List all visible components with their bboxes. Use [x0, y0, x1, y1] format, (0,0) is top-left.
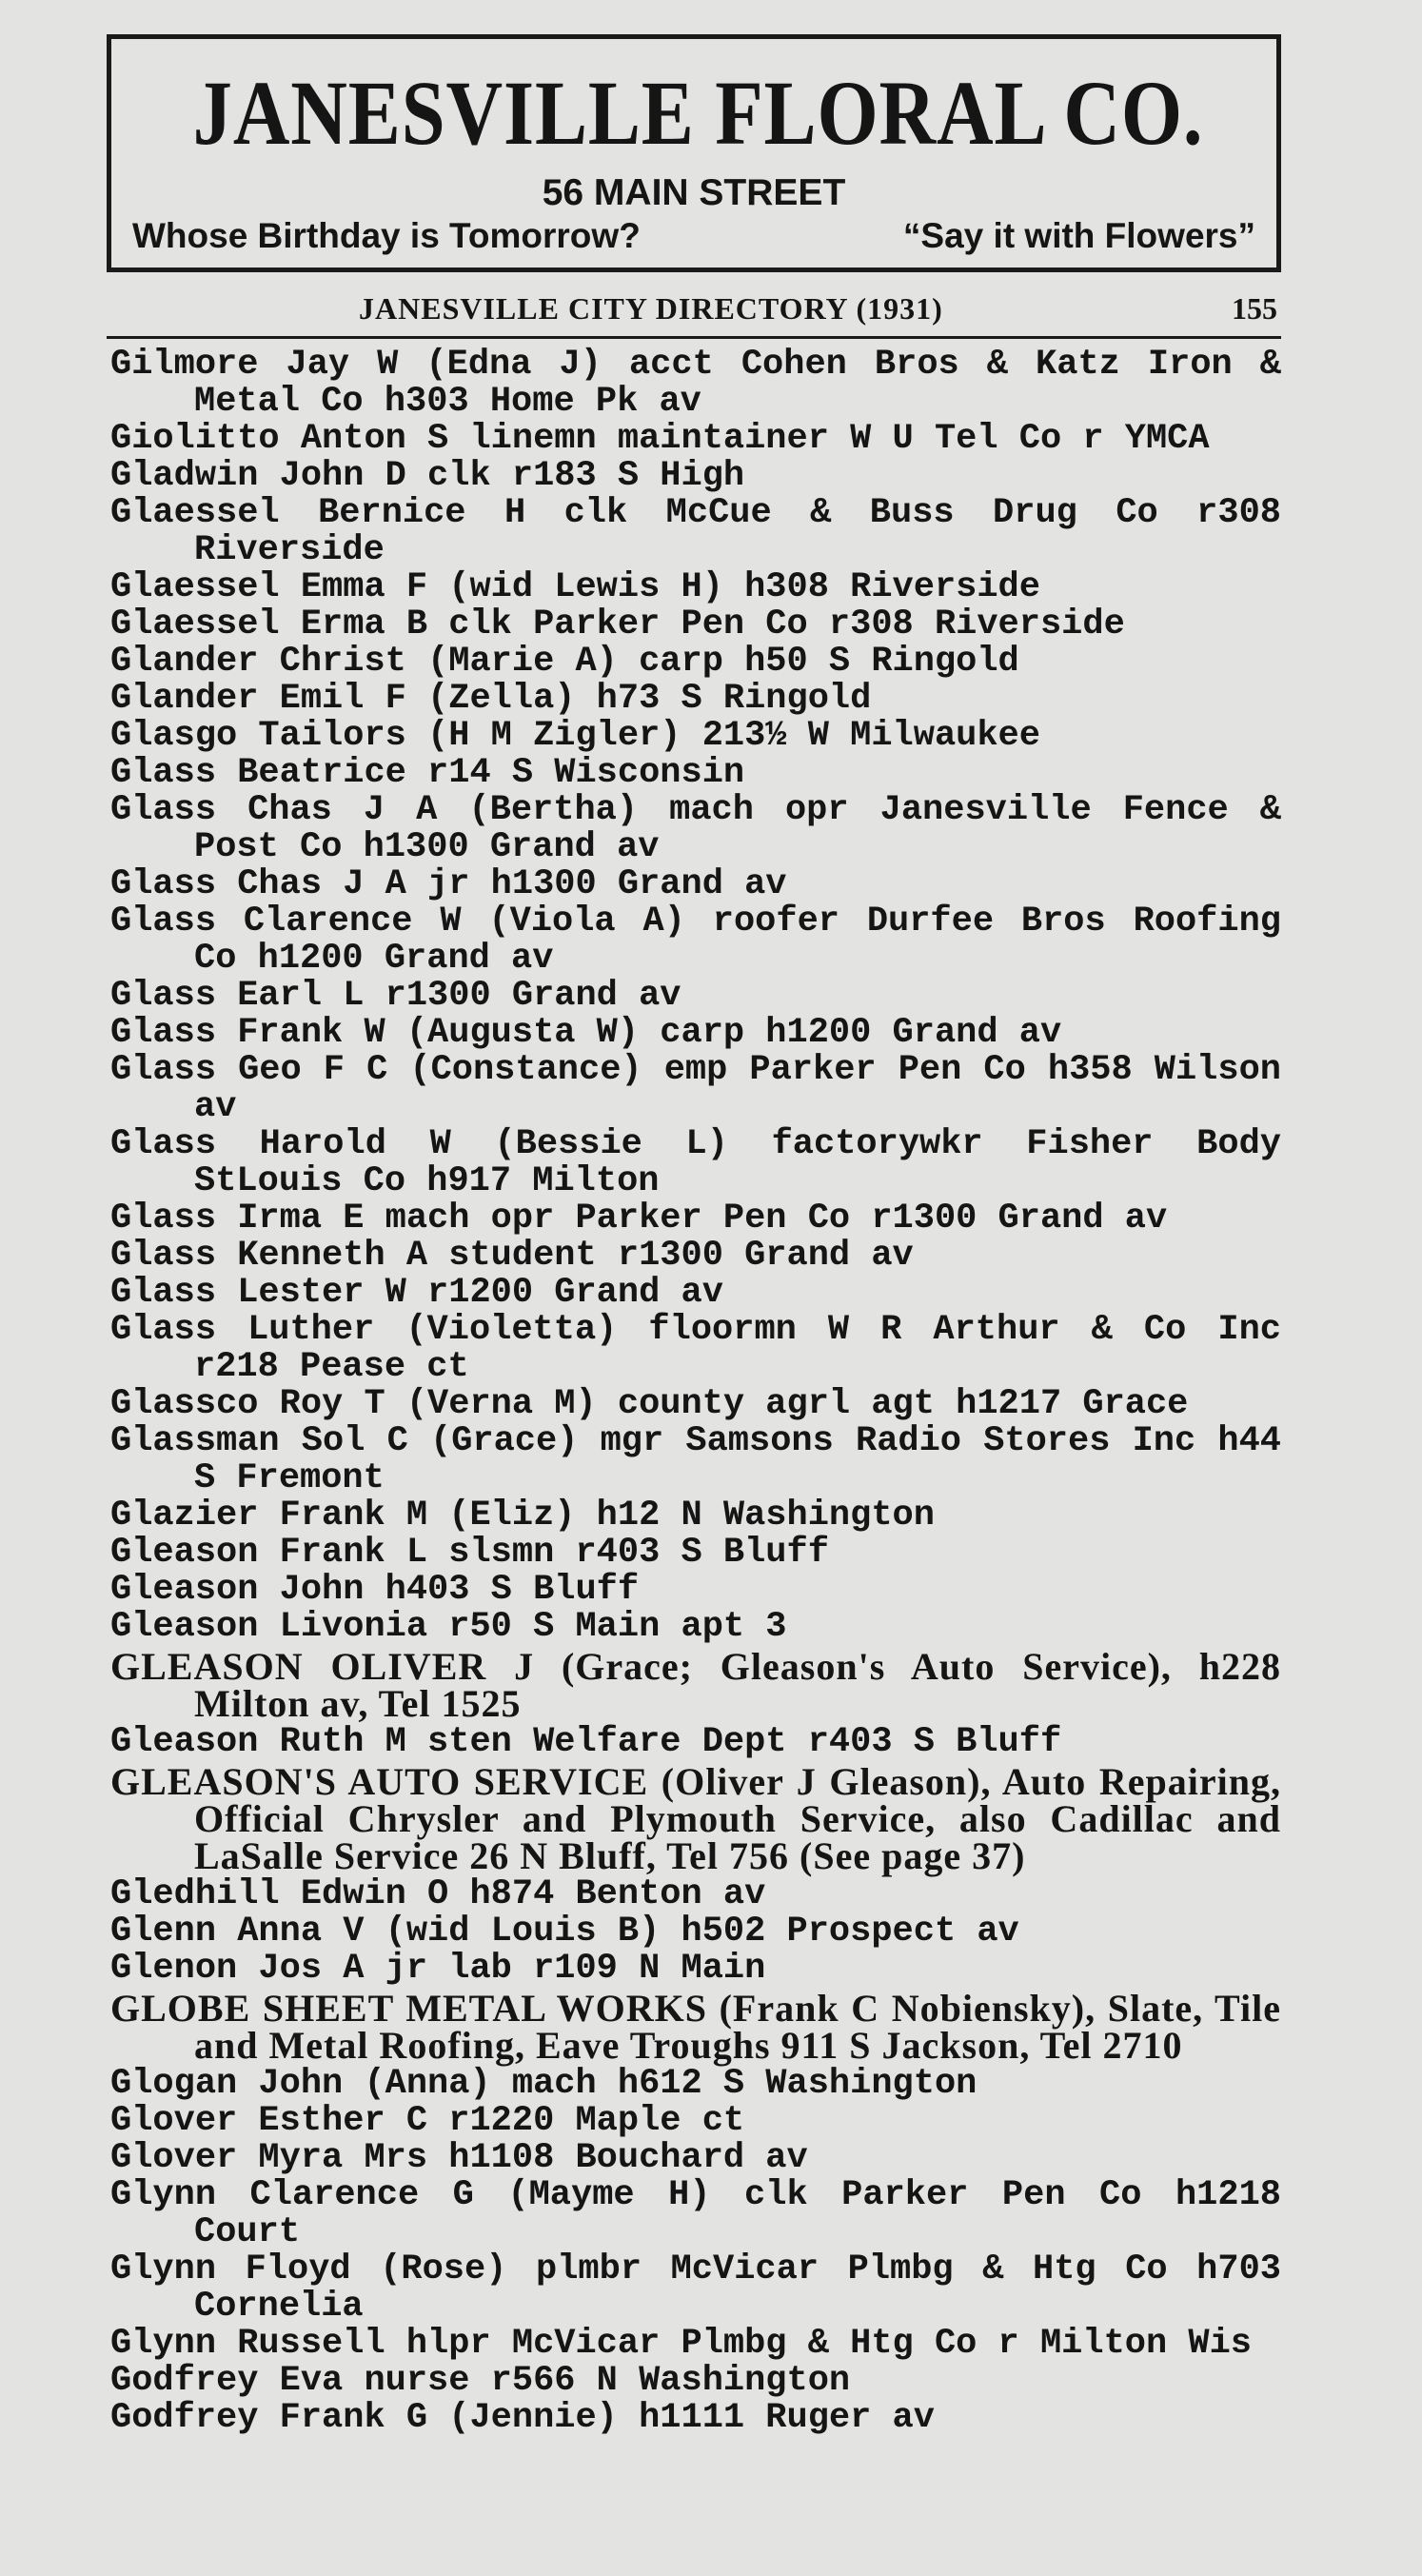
directory-title: JANESVILLE CITY DIRECTORY (1931) [359, 291, 943, 326]
page-number: 155 [1232, 291, 1277, 326]
directory-entry: Glassman Sol C (Grace) mgr Samsons Radio Stores Inc h44 S Fremont [110, 1421, 1281, 1498]
directory-entry: Glazier Frank M (Eliz) h12 N Washington [110, 1496, 935, 1536]
directory-entry: Giolitto Anton S linemn maintainer W U Tel Co r YMCA [110, 419, 1210, 459]
running-head [107, 286, 1281, 339]
directory-entry: Gladwin John D clk r183 S High [110, 456, 745, 496]
directory-entry: Gilmore Jay W (Edna J) acct Cohen Bros & Katz Iron & Metal Co h303 Home Pk av [110, 345, 1281, 422]
directory-entry: Glass Harold W (Bessie L) factorywkr Fisher Body StLouis Co h917 Milton [110, 1124, 1281, 1201]
directory-entry: Glenn Anna V (wid Louis B) h502 Prospect av [110, 1912, 1019, 1952]
directory-entry: Glassco Roy T (Verna M) county agrl agt h1217 Grace [110, 1384, 1189, 1424]
directory-entry: Glass Chas J A (Bertha) mach opr Janesville Fence & Post Co h1300 Grand av [110, 790, 1281, 867]
advertiser-street: 56 MAIN STREET [542, 172, 846, 213]
directory-entry: Gledhill Edwin O h874 Benton av [110, 1874, 766, 1914]
tagline-left: Whose Birthday is Tomorrow? [132, 216, 641, 255]
directory-entry: Gleason Ruth M sten Welfare Dept r403 S Bluff [110, 1722, 1062, 1762]
tagline-right: “Say it with Flowers” [902, 216, 1255, 255]
directory-entry: Glass Beatrice r14 S Wisconsin [110, 753, 745, 793]
directory-entry: Gleason John h403 S Bluff [110, 1570, 640, 1610]
directory-entry: Glass Frank W (Augusta W) carp h1200 Grand av [110, 1013, 1062, 1053]
directory-entry: Glenon Jos A jr lab r109 N Main [110, 1949, 766, 1989]
directory-entry: Gleason Frank L slsmn r403 S Bluff [110, 1533, 829, 1573]
directory-entry: Godfrey Eva nurse r566 N Washington [110, 2361, 851, 2401]
directory-entry: Glover Myra Mrs h1108 Bouchard av [110, 2138, 808, 2178]
directory-entries [110, 347, 1281, 2437]
advertisement-box [107, 34, 1281, 272]
directory-entry: Glass Irma E mach opr Parker Pen Co r1300 Grand av [110, 1199, 1168, 1238]
directory-entry: Glass Geo F C (Constance) emp Parker Pen Co h358 Wilson av [110, 1050, 1281, 1127]
directory-entry: Glass Chas J A jr h1300 Grand av [110, 864, 787, 904]
directory-entry: Godfrey Frank G (Jennie) h1111 Ruger av [110, 2398, 935, 2438]
directory-entry: Gleason Livonia r50 S Main apt 3 [110, 1607, 787, 1647]
directory-entry: Glass Earl L r1300 Grand av [110, 976, 681, 1016]
directory-entry: Glass Clarence W (Viola A) roofer Durfee Bros Roofing Co h1200 Grand av [110, 902, 1281, 979]
directory-entry: Glaessel Erma B clk Parker Pen Co r308 Riverside [110, 604, 1125, 644]
advertisement-taglines [132, 216, 1255, 256]
directory-entry: Glaessel Bernice H clk McCue & Buss Drug Co r308 Riverside [110, 493, 1281, 570]
directory-entry-bold: GLEASON OLIVER J (Grace; Gleason's Auto Service), h228 Milton av, Tel 1525 [110, 1645, 1281, 1725]
directory-entry: Glynn Floyd (Rose) plmbr McVicar Plmbg & Htg Co h703 Cornelia [110, 2249, 1281, 2327]
directory-entry: Glass Luther (Violetta) floormn W R Arthur & Co Inc r218 Pease ct [110, 1310, 1281, 1387]
directory-entry: Glasgo Tailors (H M Zigler) 213½ W Milwaukee [110, 716, 1040, 756]
directory-entry: Glander Christ (Marie A) carp h50 S Ringold [110, 642, 1019, 682]
directory-entry: Glover Esther C r1220 Maple ct [110, 2101, 745, 2141]
directory-entry: Glogan John (Anna) mach h612 S Washington [110, 2064, 978, 2104]
directory-entry: Glass Lester W r1200 Grand av [110, 1273, 723, 1313]
directory-entry: Glynn Russell hlpr McVicar Plmbg & Htg Co r Milton Wis [110, 2324, 1252, 2364]
directory-entry: Glass Kenneth A student r1300 Grand av [110, 1236, 914, 1276]
directory-entry-bold: GLOBE SHEET METAL WORKS (Frank C Nobiensky), Slate, Tile and Metal Roofing, Eave Troughs 911 S Jackson, Tel 2710 [110, 1987, 1281, 2067]
directory-entry-bold: GLEASON'S AUTO SERVICE (Oliver J Gleason), Auto Repairing, Official Chrysler and Plymouth Service, also Cadillac and LaSalle Service 26 N Bluff, Tel 756 (See page 37) [110, 1760, 1281, 1877]
directory-entry: Glaessel Emma F (wid Lewis H) h308 Riverside [110, 567, 1040, 607]
directory-entry: Glynn Clarence G (Mayme H) clk Parker Pen Co h1218 Court [110, 2175, 1281, 2252]
advertiser-name: JANESVILLE FLORAL CO. [192, 62, 1204, 164]
directory-entry: Glander Emil F (Zella) h73 S Ringold [110, 679, 872, 719]
